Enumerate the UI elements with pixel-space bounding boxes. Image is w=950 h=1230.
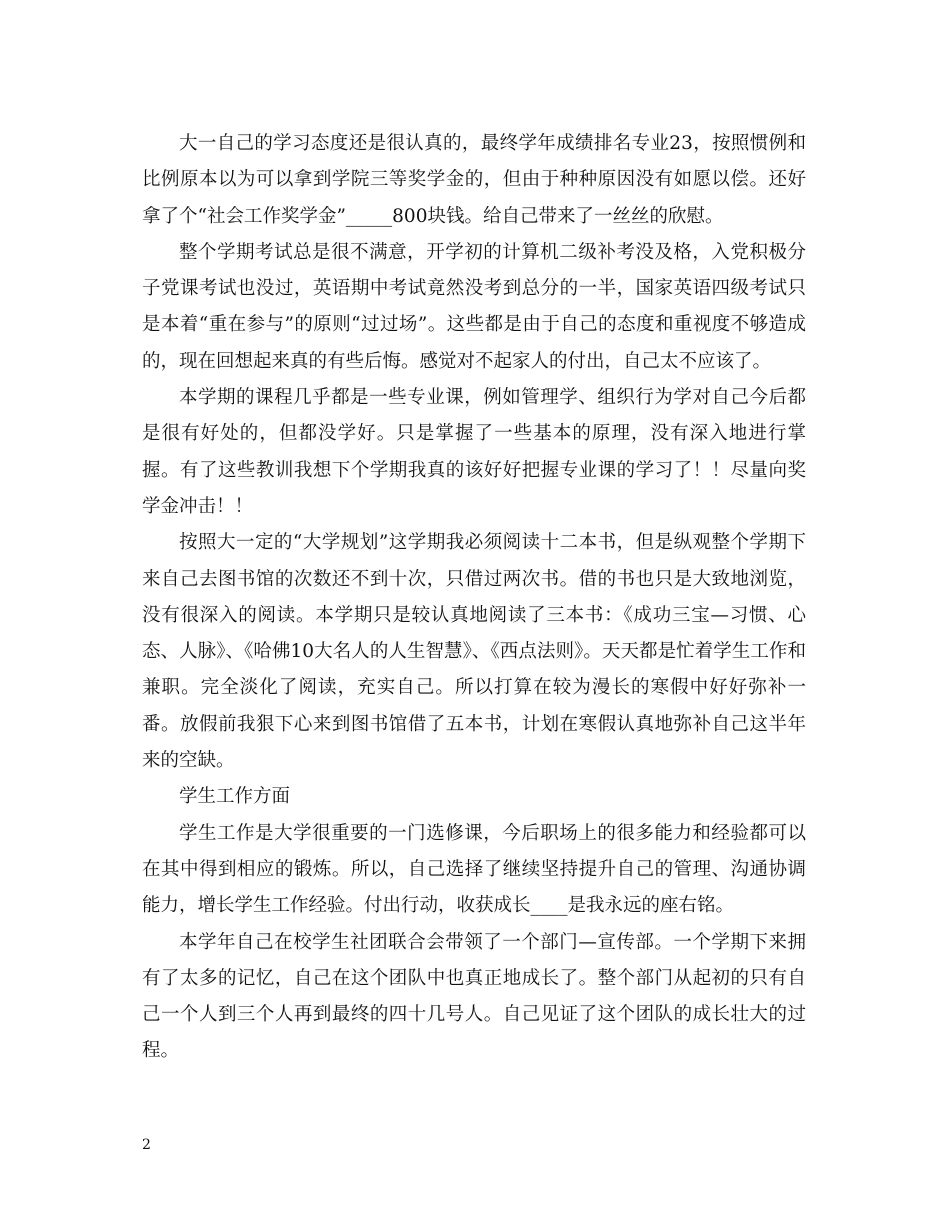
section-heading-student-work: 学生工作方面 xyxy=(179,786,291,808)
paragraph-courses: 本学期的课程几乎都是一些专业课，例如管理学、组织行为学对自己今后都是很有好处的，但都没学好。只是掌握了一些基本的原理，没有深入地进行掌握。有了这些教训我想下个学期我真的该好好把握专业课的学习了！！尽量向奖学金冲击！！ xyxy=(142,387,806,517)
page-number: 2 xyxy=(142,1137,151,1153)
document-body xyxy=(142,126,806,1070)
paragraph-scholarship: 大一自己的学习态度还是很认真的，最终学年成绩排名专业23，按照惯例和比例原本以为可以拿到学院三等奖学金的，但由于种种原因没有如愿以偿。还好拿了个“社会工作奖学金”_____800块钱。给自己带来了一丝丝的欣慰。 xyxy=(142,133,806,227)
paragraph-publicity-department: 本学年自己在校学生社团联合会带领了一个部门—宣传部。一个学期下来拥有了太多的记忆，自己在这个团队中也真正地成长了。整个部门从起初的只有自己一个人到三个人再到最终的四十几号人。自己见证了这个团队的成长壮大的过程。 xyxy=(142,931,806,1062)
paragraph-student-work: 学生工作是大学很重要的一门选修课，今后职场上的很多能力和经验都可以在其中得到相应的锻炼。所以，自己选择了继续坚持提升自己的管理、沟通协调能力，增长学生工作经验。付出行动，收获成长____是我永远的座右铭。 xyxy=(142,822,806,917)
paragraph-exams: 整个学期考试总是很不满意，开学初的计算机二级补考没及格，入党积极分子党课考试也没过，英语期中考试竟然没考到总分的一半，国家英语四级考试只是本着“重在参与”的原则“过过场”。这些都是由于自己的态度和重视度不够造成的，现在回想起来真的有些后悔。感觉对不起家人的付出，自己太不应该了。 xyxy=(142,241,806,372)
paragraph-reading: 按照大一定的“大学规划”这学期我必须阅读十二本书，但是纵观整个学期下来自己去图书馆的次数还不到十次，只借过两次书。借的书也只是大致地浏览，没有很深入的阅读。本学期只是较认真地阅读了三本书：《成功三宝—习惯、心态、人脉》、《哈佛10大名人的人生智慧》、《西点法则》。天天都是忙着学生工作和兼职。完全淡化了阅读，充实自己。所以打算在较为漫长的寒假中好好弥补一番。放假前我狠下心来到图书馆借了五本书，计划在寒假认真地弥补自己这半年来的空缺。 xyxy=(142,532,806,772)
